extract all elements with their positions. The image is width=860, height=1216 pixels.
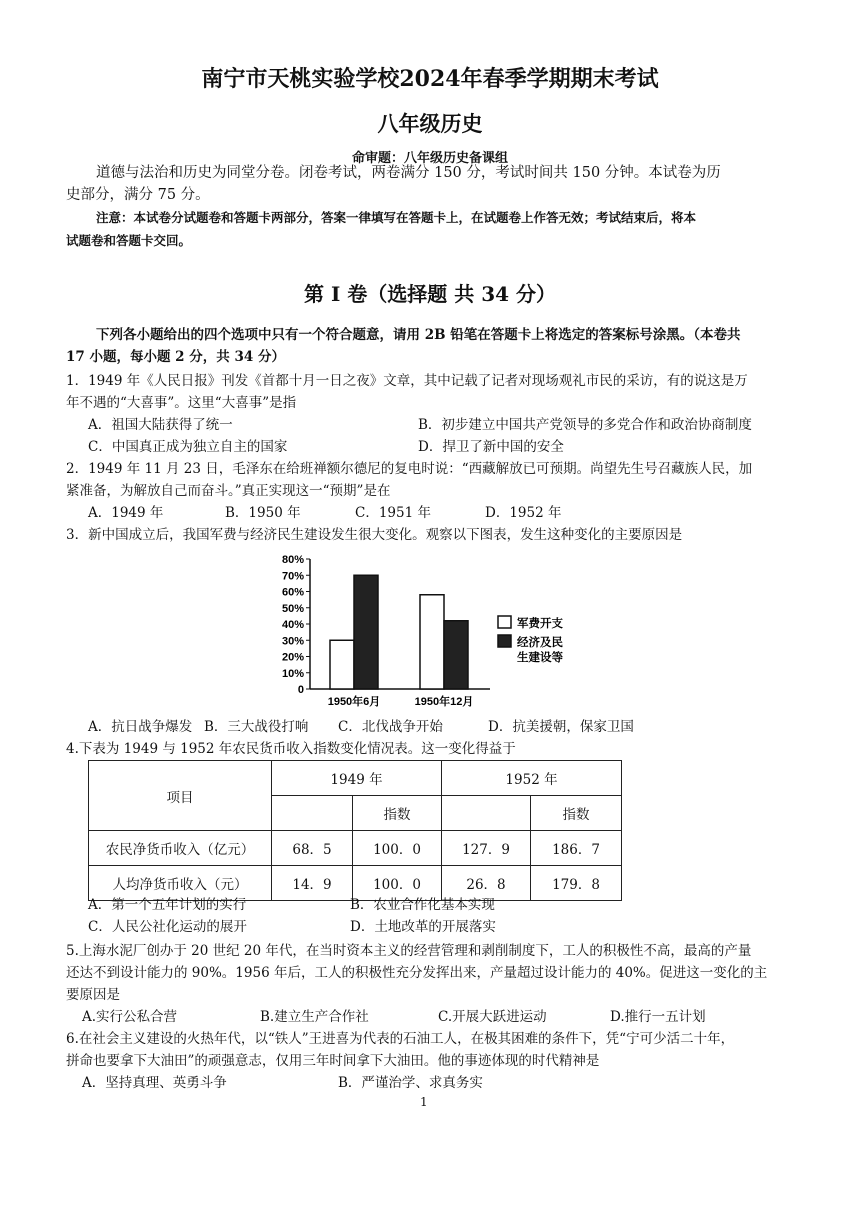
y-tick-label: 50%	[281, 602, 304, 615]
table-cell: 127．9	[442, 831, 531, 866]
bar-economy	[354, 575, 378, 689]
q5-stem-2: 还达不到设计能力的 90%。1956 年后，工人的积极性充分发挥出来，产量超过设计能力的 40%。促进这一变化的主	[66, 965, 768, 981]
table-cell: 100．0	[353, 866, 442, 901]
q1-stem-2: 年不遇的“大喜事”。这里“大喜事”是指	[66, 395, 297, 411]
table-cell: 26．8	[442, 866, 531, 901]
y-tick-label: 70%	[281, 570, 304, 583]
section-instruction-1: 下列各小题给出的四个选项中只有一个符合题意，请用 2B 铅笔在答题卡上将选定的答案标号涂黑。（本卷共	[96, 327, 741, 343]
table-row-label: 人均净货币收入（元）	[89, 866, 272, 901]
q5-option-c: C.开展大跃进运动	[438, 1009, 547, 1025]
note-line-1: 注意：本试卷分试题卷和答题卡两部分，答案一律填写在答题卡上，在试题卷上作答无效；考试结束后，将本	[96, 210, 697, 225]
q3-stem: 3．新中国成立后，我国军费与经济民生建设发生很大变化。观察以下图表，发生这种变化的主要原因是	[66, 527, 683, 543]
q1-option-b: B．初步建立中国共产党领导的多党合作和政治协商制度	[418, 417, 752, 433]
legend-label-military: 军费开支	[517, 616, 563, 630]
bar-military	[330, 640, 354, 689]
q5-stem-1: 5.上海水泥厂创办于 20 世纪 20 年代，在当时资本主义的经营管理和剥削制度下，工人的积极性不高，最高的产量	[66, 943, 752, 959]
q2-option-b: B．1950 年	[225, 505, 301, 521]
q2-option-c: C．1951 年	[355, 505, 431, 521]
note-line-2: 试题卷和答题卡交回。	[66, 233, 192, 248]
table-row	[89, 831, 622, 866]
section-title: 第 I 卷（选择题 共 34 分）	[303, 282, 556, 306]
q2-option-d: D．1952 年	[485, 505, 562, 521]
exam-subtitle: 八年级历史	[377, 111, 483, 136]
q5-option-b: B.建立生产合作社	[260, 1009, 369, 1025]
q4-stem: 4.下表为 1949 与 1952 年农民货币收入指数变化情况表。这一变化得益于	[66, 741, 516, 757]
legend-swatch	[498, 635, 511, 647]
q3-option-c: C．北伐战争开始	[338, 719, 443, 735]
table-subheader-blank-1949	[272, 796, 353, 831]
table-cell: 100．0	[353, 831, 442, 866]
table-subheader-blank-1952	[442, 796, 531, 831]
q5-option-d: D.推行一五计划	[610, 1009, 706, 1025]
x-tick-label: 1950年12月	[414, 696, 474, 708]
exam-title: 南宁市天桃实验学校2024年春季学期期末考试	[201, 66, 659, 92]
y-tick-label: 20%	[281, 651, 304, 664]
military-economy-bar-chart	[270, 548, 590, 718]
q6-option-b: B．严谨治学、求真务实	[338, 1075, 483, 1091]
table-subheader-index-1949: 指数	[353, 796, 442, 831]
q4-option-d: D．土地改革的开展落实	[350, 919, 496, 935]
table-subheader-index-1952: 指数	[531, 796, 622, 831]
q3-option-a: A．抗日战争爆发	[88, 719, 193, 735]
table-header-item: 项目	[89, 761, 272, 831]
bar-economy	[444, 621, 468, 689]
q5-option-a: A.实行公私合营	[82, 1009, 178, 1025]
q1-stem-1: 1．1949 年《人民日报》刊发《首都十月一日之夜》文章，其中记载了记者对现场观礼市民的采访，有的说这是万	[66, 373, 748, 389]
q4-option-c: C．人民公社化运动的展开	[88, 919, 247, 935]
y-tick-label: 10%	[281, 667, 304, 680]
table-cell: 179．8	[531, 866, 622, 901]
q1-option-d: D．捍卫了新中国的安全	[418, 439, 564, 455]
q6-option-a: A．坚持真理、英勇斗争	[82, 1075, 227, 1091]
bar-military	[420, 595, 444, 689]
page-number: 1	[420, 1095, 428, 1109]
q1-option-c: C．中国真正成为独立自主的国家	[88, 439, 288, 455]
y-tick-label: 30%	[281, 635, 304, 648]
q4-option-b: B．农业合作化基本实现	[350, 897, 495, 913]
y-tick-label: 40%	[281, 619, 304, 631]
y-tick-label: 80%	[281, 554, 304, 566]
q5-stem-3: 要原因是	[66, 987, 120, 1003]
table-cell: 186．7	[531, 831, 622, 866]
composer-line: 命审题：八年级历史备课组	[351, 151, 508, 166]
table-cell: 14．9	[272, 866, 353, 901]
q1-option-a: A．祖国大陆获得了统一	[88, 417, 233, 433]
y-tick-label: 60%	[281, 586, 304, 599]
income-table	[88, 760, 622, 901]
q6-stem-2: 拼命也要拿下大油田”的顽强意志，仅用三年时间拿下大油田。他的事迹体现的时代精神是	[66, 1053, 600, 1069]
table-header-1952: 1952 年	[442, 761, 622, 796]
section-instruction-2: 17 小题，每小题 2 分，共 34 分）	[66, 349, 285, 365]
y-tick-label: 0	[297, 684, 304, 696]
q4-option-a: A．第一个五年计划的实行	[88, 897, 247, 913]
q2-stem-2: 紧准备，为解放自己而奋斗。”真正实现这一“预期”是在	[66, 483, 391, 499]
q3-option-d: D．抗美援朝，保家卫国	[488, 719, 634, 735]
legend-swatch	[498, 616, 511, 628]
q3-option-b: B．三大战役打响	[204, 719, 309, 735]
q2-stem-1: 2．1949 年 11 月 23 日，毛泽东在给班禅额尔德尼的复电时说：“西藏解放已可预期。尚望先生号召藏族人民，加	[66, 461, 753, 477]
x-tick-label: 1950年6月	[327, 696, 381, 708]
legend-label-economy: 经济及民生建设等	[517, 635, 563, 664]
intro-line-2: 史部分，满分 75 分。	[66, 187, 210, 203]
table-header-1949: 1949 年	[272, 761, 442, 796]
q2-option-a: A．1949 年	[88, 505, 164, 521]
table-cell: 68．5	[272, 831, 353, 866]
table-row-label: 农民净货币收入（亿元）	[89, 831, 272, 866]
q6-stem-1: 6.在社会主义建设的火热年代，以“铁人”王进喜为代表的石油工人，在极其困难的条件下，凭“宁可少活二十年，	[66, 1031, 735, 1047]
intro-line-1: 道德与法治和历史为同堂分卷。闭卷考试，两卷满分 150 分，考试时间共 150 分钟。本试卷为历	[96, 165, 721, 181]
